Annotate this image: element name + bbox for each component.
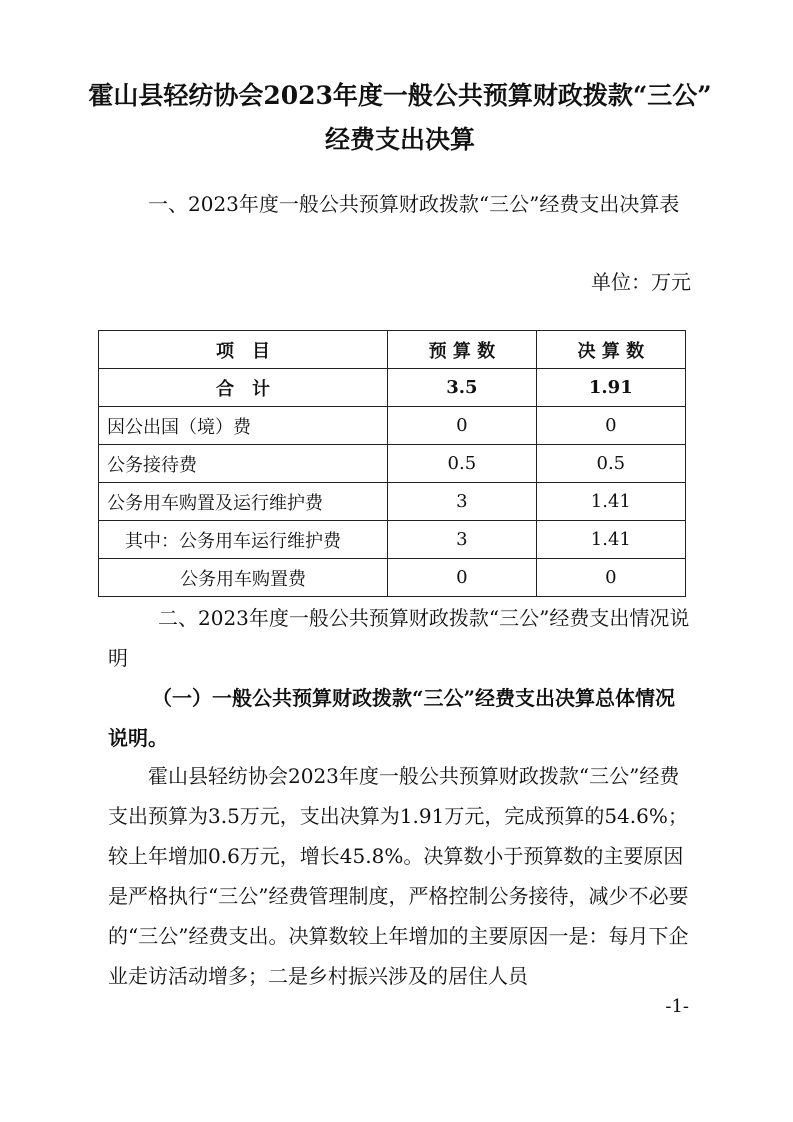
row-budget: 0 — [388, 407, 537, 445]
body-paragraph: 霍山县轻纺协会2023年度一般公共预算财政拨款“三公”经费支出预算为3.5万元，支出决算为1.91万元，完成预算的54.6%；较上年增加0.6万元，增长45.8%。决算数小于预算数的主要原因是严格执行“三公”经费管理制度，严格控制公务接待，减少不必要的“三公”经费支出。决算数较上年增加的主要原因一是：每月下企业走访活动增多；二是乡村振兴涉及的居住人员 — [108, 764, 689, 988]
row-actual: 0.5 — [536, 445, 685, 483]
row-budget: 3 — [388, 521, 537, 559]
total-actual: 1.91 — [536, 369, 685, 407]
unit-label: 单位：万元 — [591, 270, 691, 294]
row-label: 公务用车购置费 — [99, 559, 388, 597]
table-row — [99, 559, 686, 597]
subsection1-heading: （一）一般公共预算财政拨款“三公”经费支出决算总体情况说明。 — [108, 686, 676, 750]
table-header-row — [99, 331, 686, 369]
row-label: 其中：公务用车运行维护费 — [99, 521, 388, 559]
header-item: 项 目 — [99, 331, 388, 369]
row-actual: 0 — [536, 407, 685, 445]
row-actual: 1.41 — [536, 521, 685, 559]
table-row — [99, 521, 686, 559]
header-actual: 决 算 数 — [536, 331, 685, 369]
table-row — [99, 445, 686, 483]
title-line-1: 霍山县轻纺协会2023年度一般公共预算财政拨款“三公” — [88, 81, 712, 110]
row-budget: 0.5 — [388, 445, 537, 483]
table-total-row — [99, 369, 686, 407]
header-budget: 预 算 数 — [388, 331, 537, 369]
row-label: 公务接待费 — [99, 445, 388, 483]
section2-heading: 二、2023年度一般公共预算财政拨款“三公”经费支出情况说明 — [108, 606, 690, 670]
row-budget: 0 — [388, 559, 537, 597]
document-title — [70, 74, 730, 162]
budget-table — [98, 330, 686, 597]
row-label: 因公出国（境）费 — [99, 407, 388, 445]
total-budget: 3.5 — [388, 369, 537, 407]
row-actual: 1.41 — [536, 483, 685, 521]
title-line-2: 经费支出决算 — [324, 125, 475, 154]
table-row — [99, 483, 686, 521]
row-budget: 3 — [388, 483, 537, 521]
row-label: 公务用车购置及运行维护费 — [99, 483, 388, 521]
total-label: 合 计 — [99, 369, 388, 407]
page-number: -1- — [665, 996, 689, 1017]
table-row — [99, 407, 686, 445]
row-actual: 0 — [536, 559, 685, 597]
section1-heading: 一、2023年度一般公共预算财政拨款“三公”经费支出决算表 — [148, 192, 680, 216]
